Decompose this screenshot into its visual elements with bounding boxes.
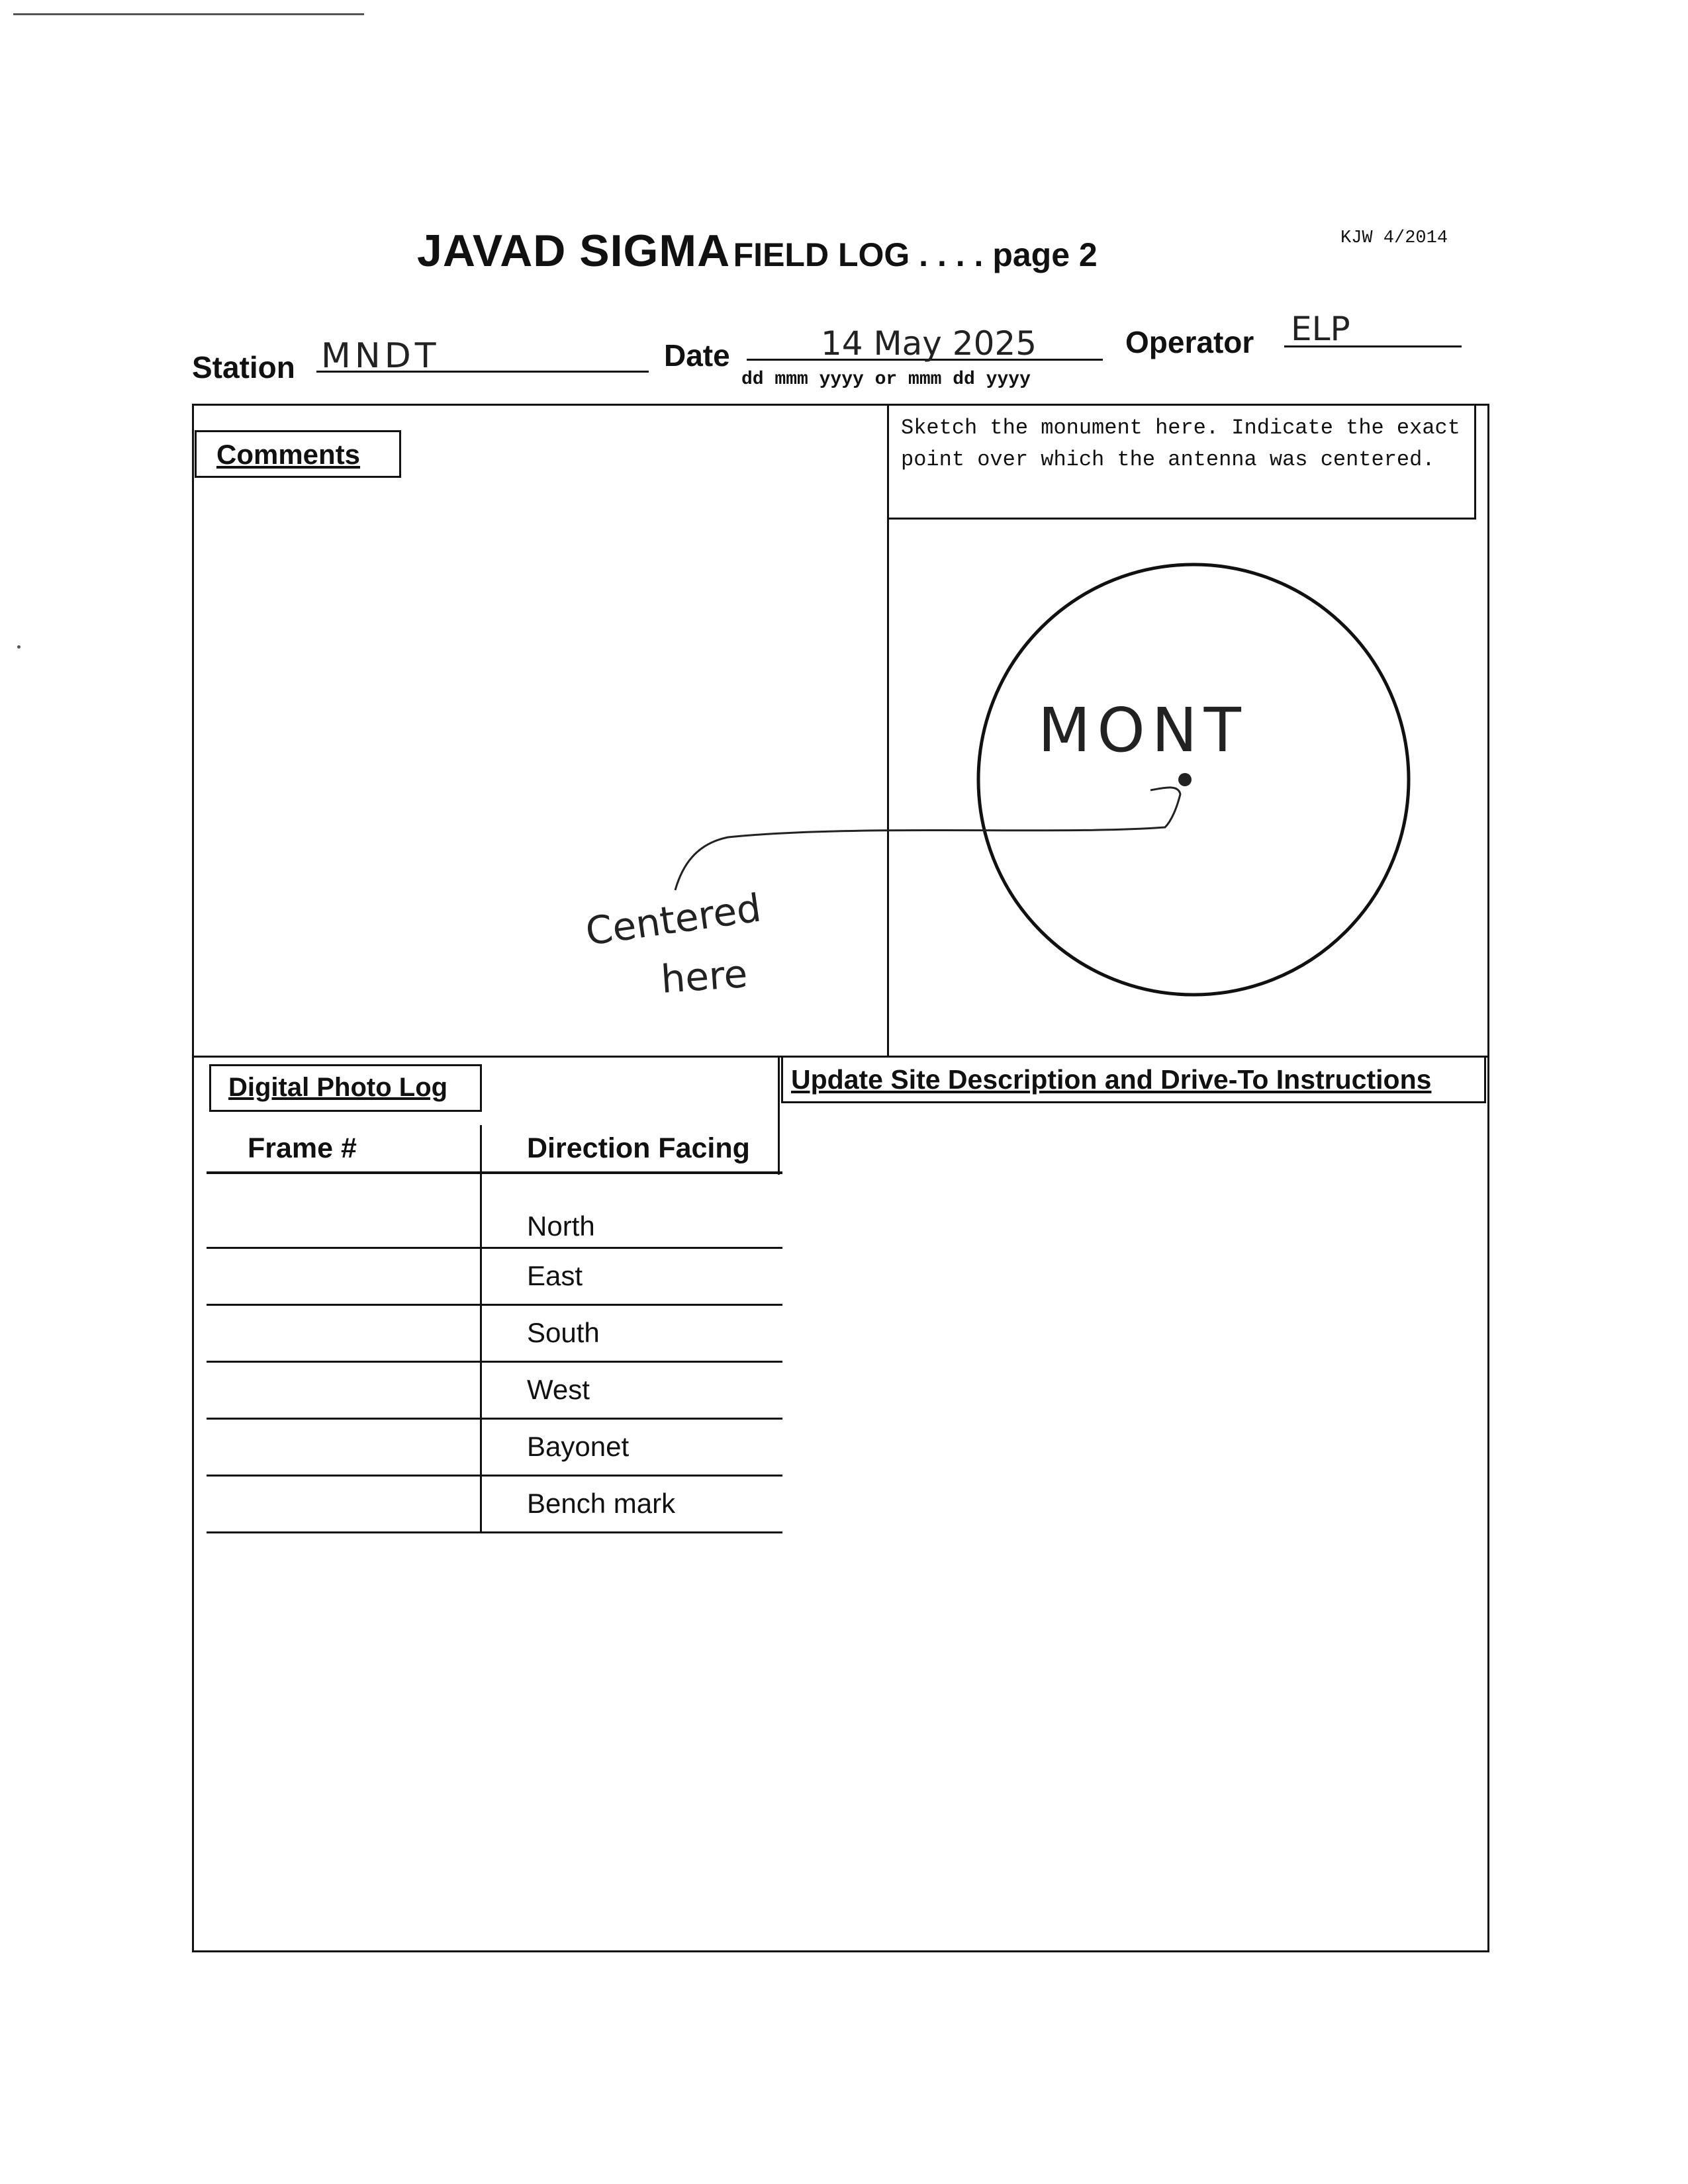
centered-note-line1: Centered <box>583 885 764 954</box>
frame-cell-bench-mark[interactable] <box>207 1475 481 1532</box>
frame-column-header: Frame # <box>207 1125 481 1173</box>
direction-cell-west: West <box>481 1361 783 1418</box>
direction-cell-north: North <box>481 1173 783 1248</box>
station-label: Station <box>192 350 295 385</box>
center-point-dot <box>1178 773 1192 786</box>
monument-text: MONT <box>1038 695 1248 766</box>
form-code: KJW 4/2014 <box>1340 228 1448 248</box>
station-value: MNDT <box>321 336 440 376</box>
date-format-hint: dd mmm yyyy or mmm dd yyyy <box>741 369 1031 390</box>
direction-column-header: Direction Facing <box>481 1125 783 1173</box>
title-main: JAVAD SIGMA <box>417 226 731 276</box>
date-value: 14 May 2025 <box>821 324 1037 363</box>
sketch-instructions: Sketch the monument here. Indicate the exact point over which the antenna was centered. <box>887 404 1476 520</box>
frame-cell-south[interactable] <box>207 1304 481 1361</box>
photo-log-table <box>207 1125 782 1533</box>
operator-value: ELP <box>1291 310 1350 348</box>
direction-cell-bench-mark: Bench mark <box>481 1475 783 1532</box>
frame-cell-north[interactable] <box>207 1173 481 1248</box>
frame-cell-west[interactable] <box>207 1361 481 1418</box>
direction-cell-east: East <box>481 1248 783 1304</box>
photo-log-label: Digital Photo Log <box>209 1064 482 1112</box>
direction-cell-bayonet: Bayonet <box>481 1418 783 1475</box>
frame-cell-east[interactable] <box>207 1248 481 1304</box>
title-rest: FIELD LOG . . . . page 2 <box>733 236 1098 273</box>
operator-label: Operator <box>1125 325 1254 359</box>
direction-cell-south: South <box>481 1304 783 1361</box>
comments-label: Comments <box>195 430 401 478</box>
frame-cell-bayonet[interactable] <box>207 1418 481 1475</box>
date-label: Date <box>664 338 730 373</box>
monument-circle <box>978 565 1409 995</box>
site-description-area[interactable] <box>788 1112 1483 1946</box>
centered-note-line2: here <box>659 951 749 1002</box>
leader-arrow <box>675 788 1180 890</box>
site-description-label: Update Site Description and Drive-To Instructions <box>781 1056 1486 1103</box>
